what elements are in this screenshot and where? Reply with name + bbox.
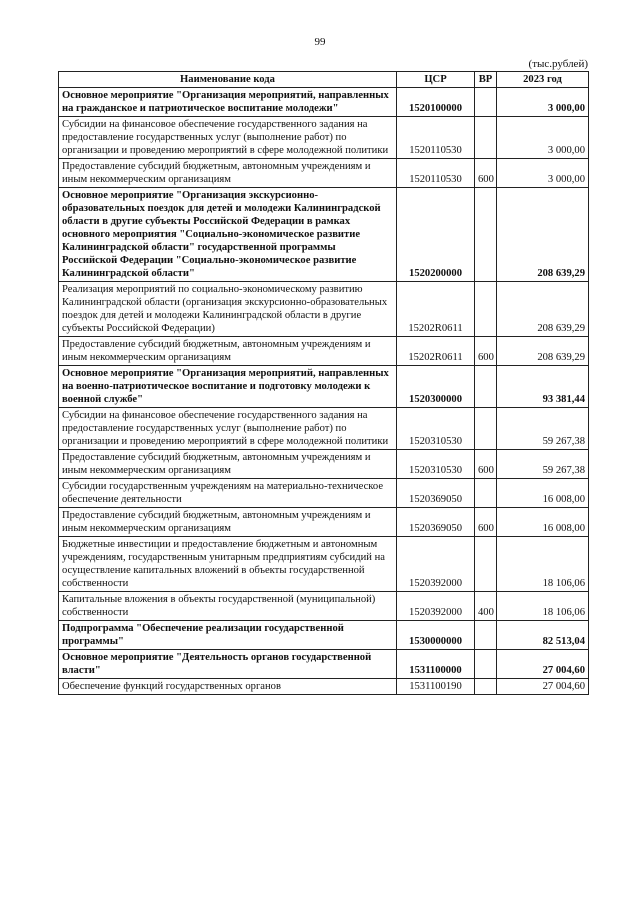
cell-sum: 27 004,60	[497, 650, 589, 679]
table-row	[59, 117, 589, 159]
cell-sum: 59 267,38	[497, 450, 589, 479]
table-row	[59, 88, 589, 117]
table-row	[59, 188, 589, 282]
cell-vr	[475, 188, 497, 282]
cell-csr: 1530000000	[397, 621, 475, 650]
cell-csr: 15202R0611	[397, 282, 475, 337]
table-row	[59, 366, 589, 408]
cell-sum: 3 000,00	[497, 117, 589, 159]
cell-vr: 600	[475, 508, 497, 537]
cell-vr	[475, 479, 497, 508]
cell-sum: 208 639,29	[497, 188, 589, 282]
cell-name: Основное мероприятие "Организация мероприятий, направленных на военно-патриотическое воспитание и подготовку молодежи к военной службе"	[59, 366, 397, 408]
cell-name: Основное мероприятие "Организация экскурсионно-образовательных поездок для детей и молодежи Калининградской области в другие субъекты Российской Федерации в рамках основного мероприятия "Социально-экономическое развитие Калининградской области" государственной программы Российской Федерации "Социально-экономическое развитие Калининградской области"	[59, 188, 397, 282]
cell-csr: 1520300000	[397, 366, 475, 408]
cell-sum: 82 513,04	[497, 621, 589, 650]
table-row	[59, 479, 589, 508]
table-row	[59, 537, 589, 592]
header-name: Наименование кода	[59, 72, 397, 88]
table-row	[59, 679, 589, 695]
table-body	[59, 88, 589, 695]
cell-vr: 600	[475, 450, 497, 479]
table-row	[59, 408, 589, 450]
cell-name: Подпрограмма "Обеспечение реализации государственной программы"	[59, 621, 397, 650]
table-row	[59, 450, 589, 479]
table-row	[59, 337, 589, 366]
header-csr: ЦСР	[397, 72, 475, 88]
cell-vr	[475, 650, 497, 679]
cell-name: Субсидии на финансовое обеспечение государственного задания на предоставление государственных услуг (выполнение работ) по организации и проведению мероприятий в сфере молодежной политики	[59, 408, 397, 450]
table-row	[59, 650, 589, 679]
cell-name: Реализация мероприятий по социально-экономическому развитию Калининградской области (организация экскурсионно-образовательных поездок для детей и молодежи Калининградской области в другие субъекты Российской Федерации)	[59, 282, 397, 337]
table-row	[59, 621, 589, 650]
cell-csr: 1531100000	[397, 650, 475, 679]
cell-sum: 16 008,00	[497, 508, 589, 537]
cell-name: Предоставление субсидий бюджетным, автономным учреждениям и иным некоммерческим организациям	[59, 450, 397, 479]
cell-sum: 93 381,44	[497, 366, 589, 408]
budget-table	[58, 71, 589, 695]
cell-name: Основное мероприятие "Деятельность органов государственной власти"	[59, 650, 397, 679]
cell-name: Субсидии государственным учреждениям на материально-техническое обеспечение деятельности	[59, 479, 397, 508]
cell-csr: 1520392000	[397, 537, 475, 592]
cell-name: Предоставление субсидий бюджетным, автономным учреждениям и иным некоммерческим организациям	[59, 337, 397, 366]
cell-name: Предоставление субсидий бюджетным, автономным учреждениям и иным некоммерческим организациям	[59, 159, 397, 188]
cell-csr: 1520369050	[397, 508, 475, 537]
cell-name: Основное мероприятие "Организация мероприятий, направленных на гражданское и патриотическое воспитание молодежи"	[59, 88, 397, 117]
cell-name: Субсидии на финансовое обеспечение государственного задания на предоставление государственных услуг (выполнение работ) по организации и проведению мероприятий в сфере молодежной политики	[59, 117, 397, 159]
cell-name: Обеспечение функций государственных органов	[59, 679, 397, 695]
cell-vr	[475, 408, 497, 450]
cell-sum: 18 106,06	[497, 592, 589, 621]
cell-sum: 208 639,29	[497, 337, 589, 366]
cell-sum: 59 267,38	[497, 408, 589, 450]
table-header-row	[59, 72, 589, 88]
cell-csr: 1520310530	[397, 408, 475, 450]
table-row	[59, 159, 589, 188]
cell-vr	[475, 282, 497, 337]
cell-sum: 3 000,00	[497, 88, 589, 117]
cell-csr: 1520310530	[397, 450, 475, 479]
cell-name: Бюджетные инвестиции и предоставление бюджетным и автономным учреждениям, государственным унитарным предприятиям субсидий на осуществление капитальных вложений в объекты государственной собственности	[59, 537, 397, 592]
cell-sum: 16 008,00	[497, 479, 589, 508]
cell-csr: 1520110530	[397, 117, 475, 159]
cell-vr	[475, 679, 497, 695]
cell-vr	[475, 621, 497, 650]
cell-vr: 600	[475, 159, 497, 188]
cell-sum: 208 639,29	[497, 282, 589, 337]
cell-csr: 1531100190	[397, 679, 475, 695]
table-row	[59, 508, 589, 537]
cell-vr	[475, 366, 497, 408]
cell-vr	[475, 117, 497, 159]
cell-name: Предоставление субсидий бюджетным, автономным учреждениям и иным некоммерческим организациям	[59, 508, 397, 537]
cell-csr: 1520369050	[397, 479, 475, 508]
cell-csr: 15202R0611	[397, 337, 475, 366]
cell-csr: 1520200000	[397, 188, 475, 282]
table-row	[59, 282, 589, 337]
page-number: 99	[314, 36, 326, 48]
cell-vr	[475, 88, 497, 117]
cell-vr	[475, 537, 497, 592]
cell-sum: 3 000,00	[497, 159, 589, 188]
cell-vr: 600	[475, 337, 497, 366]
cell-sum: 27 004,60	[497, 679, 589, 695]
cell-csr: 1520392000	[397, 592, 475, 621]
cell-csr: 1520110530	[397, 159, 475, 188]
header-vr: ВР	[475, 72, 497, 88]
cell-name: Капитальные вложения в объекты государственной (муниципальной) собственности	[59, 592, 397, 621]
cell-vr: 400	[475, 592, 497, 621]
cell-sum: 18 106,06	[497, 537, 589, 592]
header-year: 2023 год	[497, 72, 589, 88]
units-label: (тыс.рублей)	[528, 58, 588, 70]
table-row	[59, 592, 589, 621]
cell-csr: 1520100000	[397, 88, 475, 117]
